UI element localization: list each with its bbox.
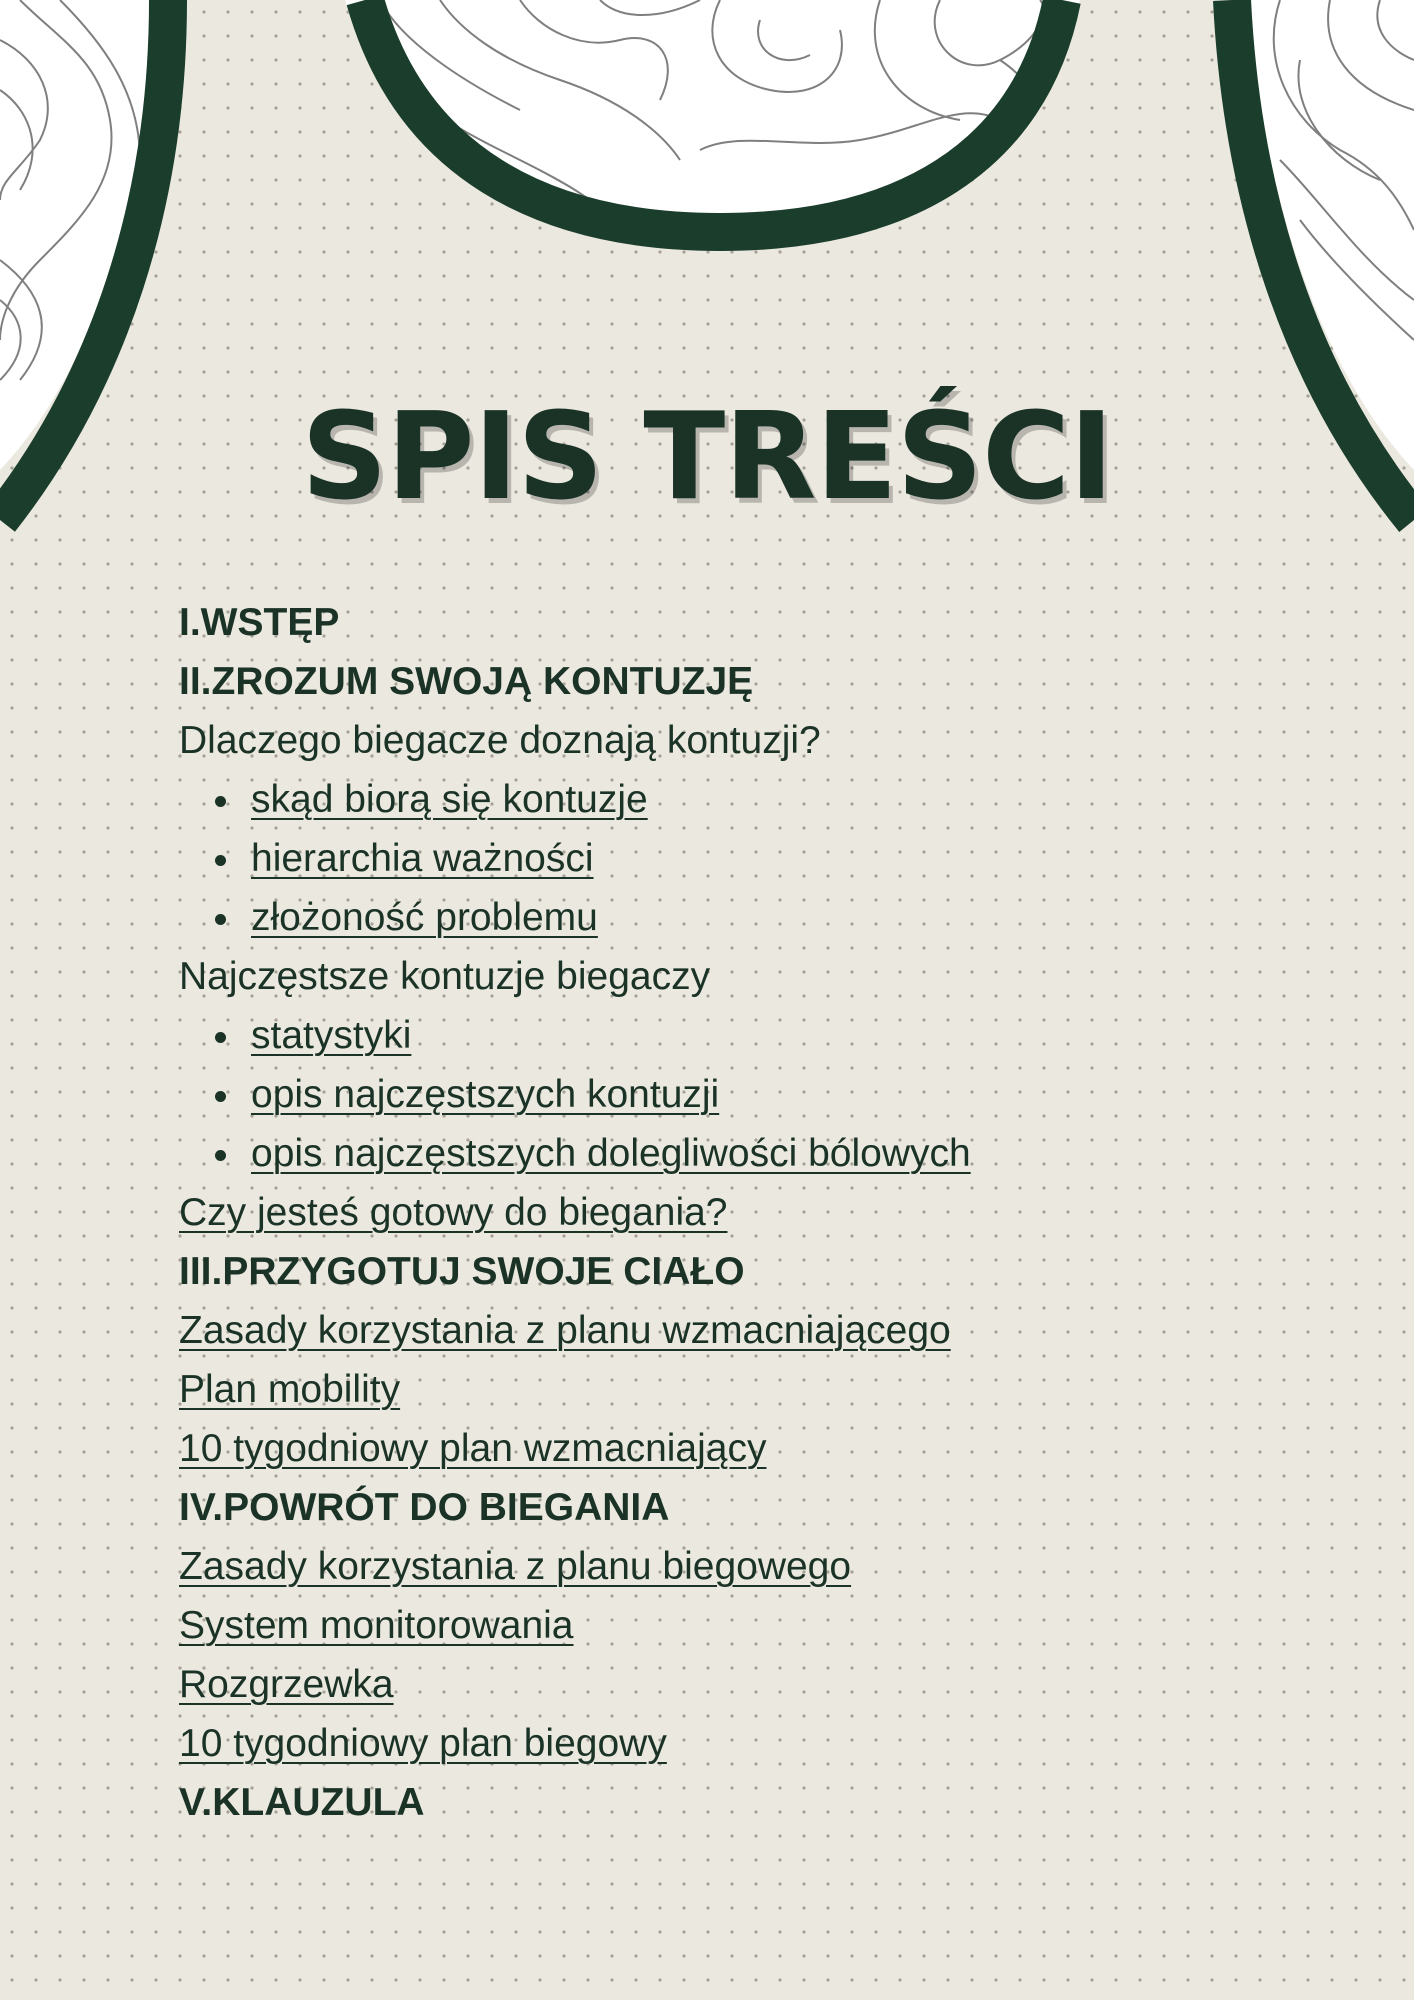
toc-link[interactable]: Czy jesteś gotowy do biegania? [179,1191,728,1234]
toc-link[interactable]: opis najczęstszych kontuzji [251,1073,720,1116]
toc-section-heading: V.KLAUZULA [179,1781,425,1824]
toc-bullet-item [179,829,1279,888]
toc-bullet-item [179,888,1279,947]
toc-link[interactable]: opis najczęstszych dolegliwości bólowych [251,1132,971,1175]
toc-bullet-item [179,1065,1279,1124]
toc-entry [179,1714,1279,1773]
toc-link[interactable]: Plan mobility [179,1368,401,1411]
toc-section-heading: IV.POWRÓT DO BIEGANIA [179,1486,670,1529]
toc-section-heading: II.ZROZUM SWOJĄ KONTUZJĘ [179,660,754,703]
page-title: SPIS TREŚCI [301,388,1113,527]
toc-link[interactable]: System monitorowania [179,1604,574,1647]
toc-link[interactable]: Rozgrzewka [179,1663,394,1706]
toc-link[interactable]: Zasady korzystania z planu biegowego [179,1545,852,1588]
toc-entry [179,1360,1279,1419]
toc-entry [179,1596,1279,1655]
toc-entry [179,1537,1279,1596]
toc-link[interactable]: skąd biorą się kontuzje [251,778,648,821]
toc-section-heading: III.PRZYGOTUJ SWOJE CIAŁO [179,1250,745,1293]
toc-bullet-item [179,770,1279,829]
toc-subheading: Dlaczego biegacze doznają kontuzji? [179,719,821,762]
toc-entry [179,1301,1279,1360]
toc-subheading: Najczęstsze kontuzje biegaczy [179,955,711,998]
toc-link[interactable]: 10 tygodniowy plan biegowy [179,1722,667,1765]
toc-link[interactable]: 10 tygodniowy plan wzmacniający [179,1427,767,1470]
toc-section-heading: I.WSTĘP [179,601,340,644]
toc-entry [179,1183,1279,1242]
toc-link[interactable]: złożoność problemu [251,896,598,939]
toc-link[interactable]: Zasady korzystania z planu wzmacniającego [179,1309,951,1352]
toc-entry [179,1419,1279,1478]
toc-bullet-item [179,1006,1279,1065]
toc-link[interactable]: statystyki [251,1014,412,1057]
toc-bullet-item [179,1124,1279,1183]
table-of-contents [179,593,1279,1832]
toc-entry [179,1655,1279,1714]
toc-link[interactable]: hierarchia ważności [251,837,594,880]
